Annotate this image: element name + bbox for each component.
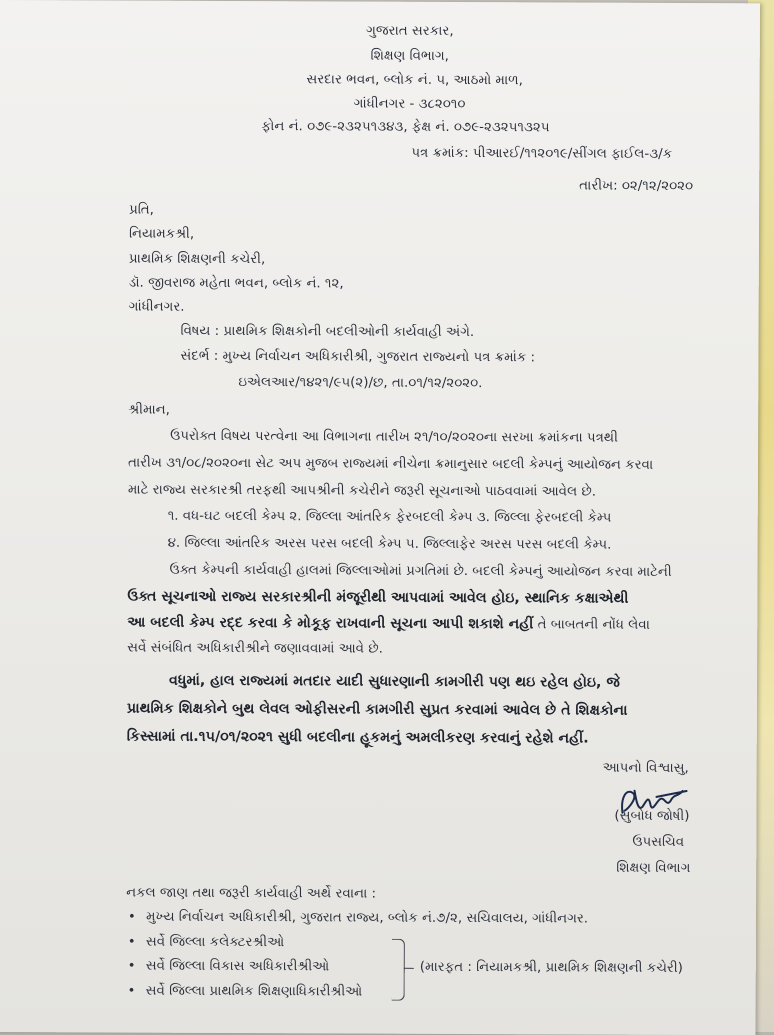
header-address: સરદાર ભવન, બ્લોક નં. ૫, આઠમો માળ, [306,72,523,89]
closing-yours-faithfully: આપનો વિશ્વાસુ, [602,760,689,777]
bullet-marker: • [127,958,136,974]
camp-list-line-2: ૪. જિલ્લા આંતરિક અરસ પરસ બદલી કેમ્પ ૫. જિલ્લાફેર અરસ પરસ બદલી કેમ્પ. [167,535,612,553]
bullet-marker: • [127,909,136,925]
header-phone-fax: ફોન નં. ૦૭૯-૨૩૨૫૧૩૪૩, ફેક્ષ નં. ૦૭૯-૨૩૨૫૧૩૨૫ [261,119,550,136]
body-p2-line-3-bold: આ બદલી કેમ્પ રદ્દ કરવા કે મોકૂફ રાખવાની સૂચના આપી શકાશે નહીં [127,614,534,633]
salutation: શ્રીમાન, [128,402,170,418]
body-p1-line-2: તારીખ ૩૧/૦૮/૨૦૨૦ના સેટ અપ મુજબ રાજ્યમાં નીચેના ક્રમાનુસાર બદલી કેમ્પનું આયોજન કરવા [127,455,654,473]
body-p2-line-1: ઉક્ત કેમ્પની કાર્યવાહી હાલમાં જિલ્લાઓમાં પ્રગતિમાં છે. બદલી કેમ્પનું આયોજન કરવા માટેની [169,562,672,580]
body-p2-line-4: સર્વે સંબંધિત અધિકારીશ્રીને જણાવવામાં આવે છે. [127,640,383,657]
addressee-line-2: પ્રાથમિક શિક્ષણની કચેરી, [128,251,266,268]
body-p1-line-1: ઉપરોક્ત વિષય પરત્વેના આ વિભાગના તારીખ ૨૧/૧૦/૨૦૨૦ના સરખા ક્રમાંકના પત્રથી [170,428,618,446]
grouping-brace [392,939,405,1001]
header-department: શિક્ષણ વિભાગ, [370,48,449,64]
copy-item-3: સર્વે જિલ્લા વિકાસ અધિકારીશ્રીઓ [145,958,330,975]
camp-list-line-1: ૧. વધ-ઘટ બદલી કેમ્પ ૨. જિલ્લા આંતરિક ફેરબદલી કેમ્પ ૩. જિલ્લા ફેરબદલી કેમ્પ [167,508,612,526]
copy-item-4: સર્વે જિલ્લા પ્રાથમિક શિક્ષણાધિકારીશ્રીઓ [145,983,363,1000]
body-p3-line-3: કિસ્સામાં તા.૧૫/૦૧/૨૦૨૧ સુધી બદલીના હૂકમનું અમલીકરણ કરવાનું રહેશે નહીં. [126,728,589,747]
addressee-line-1: નિયામકશ્રી, [128,226,195,242]
subject-line: વિષય : પ્રાથમિક શિક્ષકોની બદલીઓની કાર્યવાહી અંગે. [180,323,475,341]
copy-via-note: (મારફત : નિયામકશ્રી, પ્રાથમિક શિક્ષણની કચેરી) [419,959,683,976]
addressee-prati: પ્રતિ, [129,202,154,218]
grouping-brace-tip [404,968,414,969]
body-p1-line-3: માટે રાજ્ય સરકારશ્રી તરફથી આપશ્રીની કચેરીને જરૂરી સૂચનાઓ પાઠવવામાં આવેલ છે. [127,482,597,500]
letter-reference-number: પત્ર ક્રમાંક: પીઆરઈ/૧૧૨૦૧૯/સીંગલ ફાઈલ-૩/ક [411,145,673,162]
body-p2-line-3-rest: તે બાબતની નોંધ લેવા [533,617,650,633]
body-p3-line-1: વધુમાં, હાલ રાજ્યમાં મતદાર યાદી સુધારણાની કામગીરી પણ થઇ રહેલ હોઇ, જે [168,672,620,691]
addressee-line-3: ડૉ. જીવરાજ મહેતા ભવન, બ્લોક નં. ૧૨, [128,275,344,292]
bullet-marker: • [127,934,136,950]
header-government: ગુજરાત સરકાર, [366,23,454,39]
copy-heading: નકલ જાણ તથા જરૂરી કાર્યવાહી અર્થે રવાના : [126,885,377,902]
addressee-line-4: ગાંધીનગર. [128,299,185,315]
signatory-designation: ઉપસચિવ [632,834,685,850]
signatory-department: શિક્ષણ વિભાગ [616,860,691,877]
letter-date: તારીખ: ૦૨/૧૨/૨૦૨૦ [579,178,694,195]
copy-item-1: મુખ્ય નિર્વાચન અધિકારીશ્રી, ગુજરાત રાજ્ય, બ્લોક નં.૭/૨, સચિવાલય, ગાંધીનગર. [145,909,589,927]
header-city: ગાંધીનગર - ૩૮૨૦૧૦ [353,96,466,113]
reference-line-2: ઇએલઆર/૧૪૨૧/૯૫(૨)/છ, તા.૦૧/૧૨/૨૦૨૦. [238,375,483,392]
copy-item-2: સર્વે જિલ્લા કલેક્ટરશ્રીઓ [145,934,285,951]
body-p3-line-2: પ્રાથમિક શિક્ષકોને બુથ લેવલ ઓફીસરની કામગીરી સુપ્રત કરવામાં આવેલ છે તે શિક્ષકોના [126,700,628,719]
signatory-name: (સુબોધ જોષી) [614,808,690,825]
bullet-marker: • [127,983,136,999]
body-p2-line-3 [127,615,650,633]
body-p2-line-2-bold: ઉક્ત સૂચનાઓ રાજ્ય સરકારશ્રીની મંજૂરીથી આપવામાં આવેલ હોઇ, સ્થાનિક કક્ષાએથી [127,588,629,607]
reference-line-1: સંદર્ભ : મુખ્ય નિર્વાચન અધિકારીશ્રી, ગુજરાત રાજ્યનો પત્ર ક્રમાંક : [180,348,536,366]
